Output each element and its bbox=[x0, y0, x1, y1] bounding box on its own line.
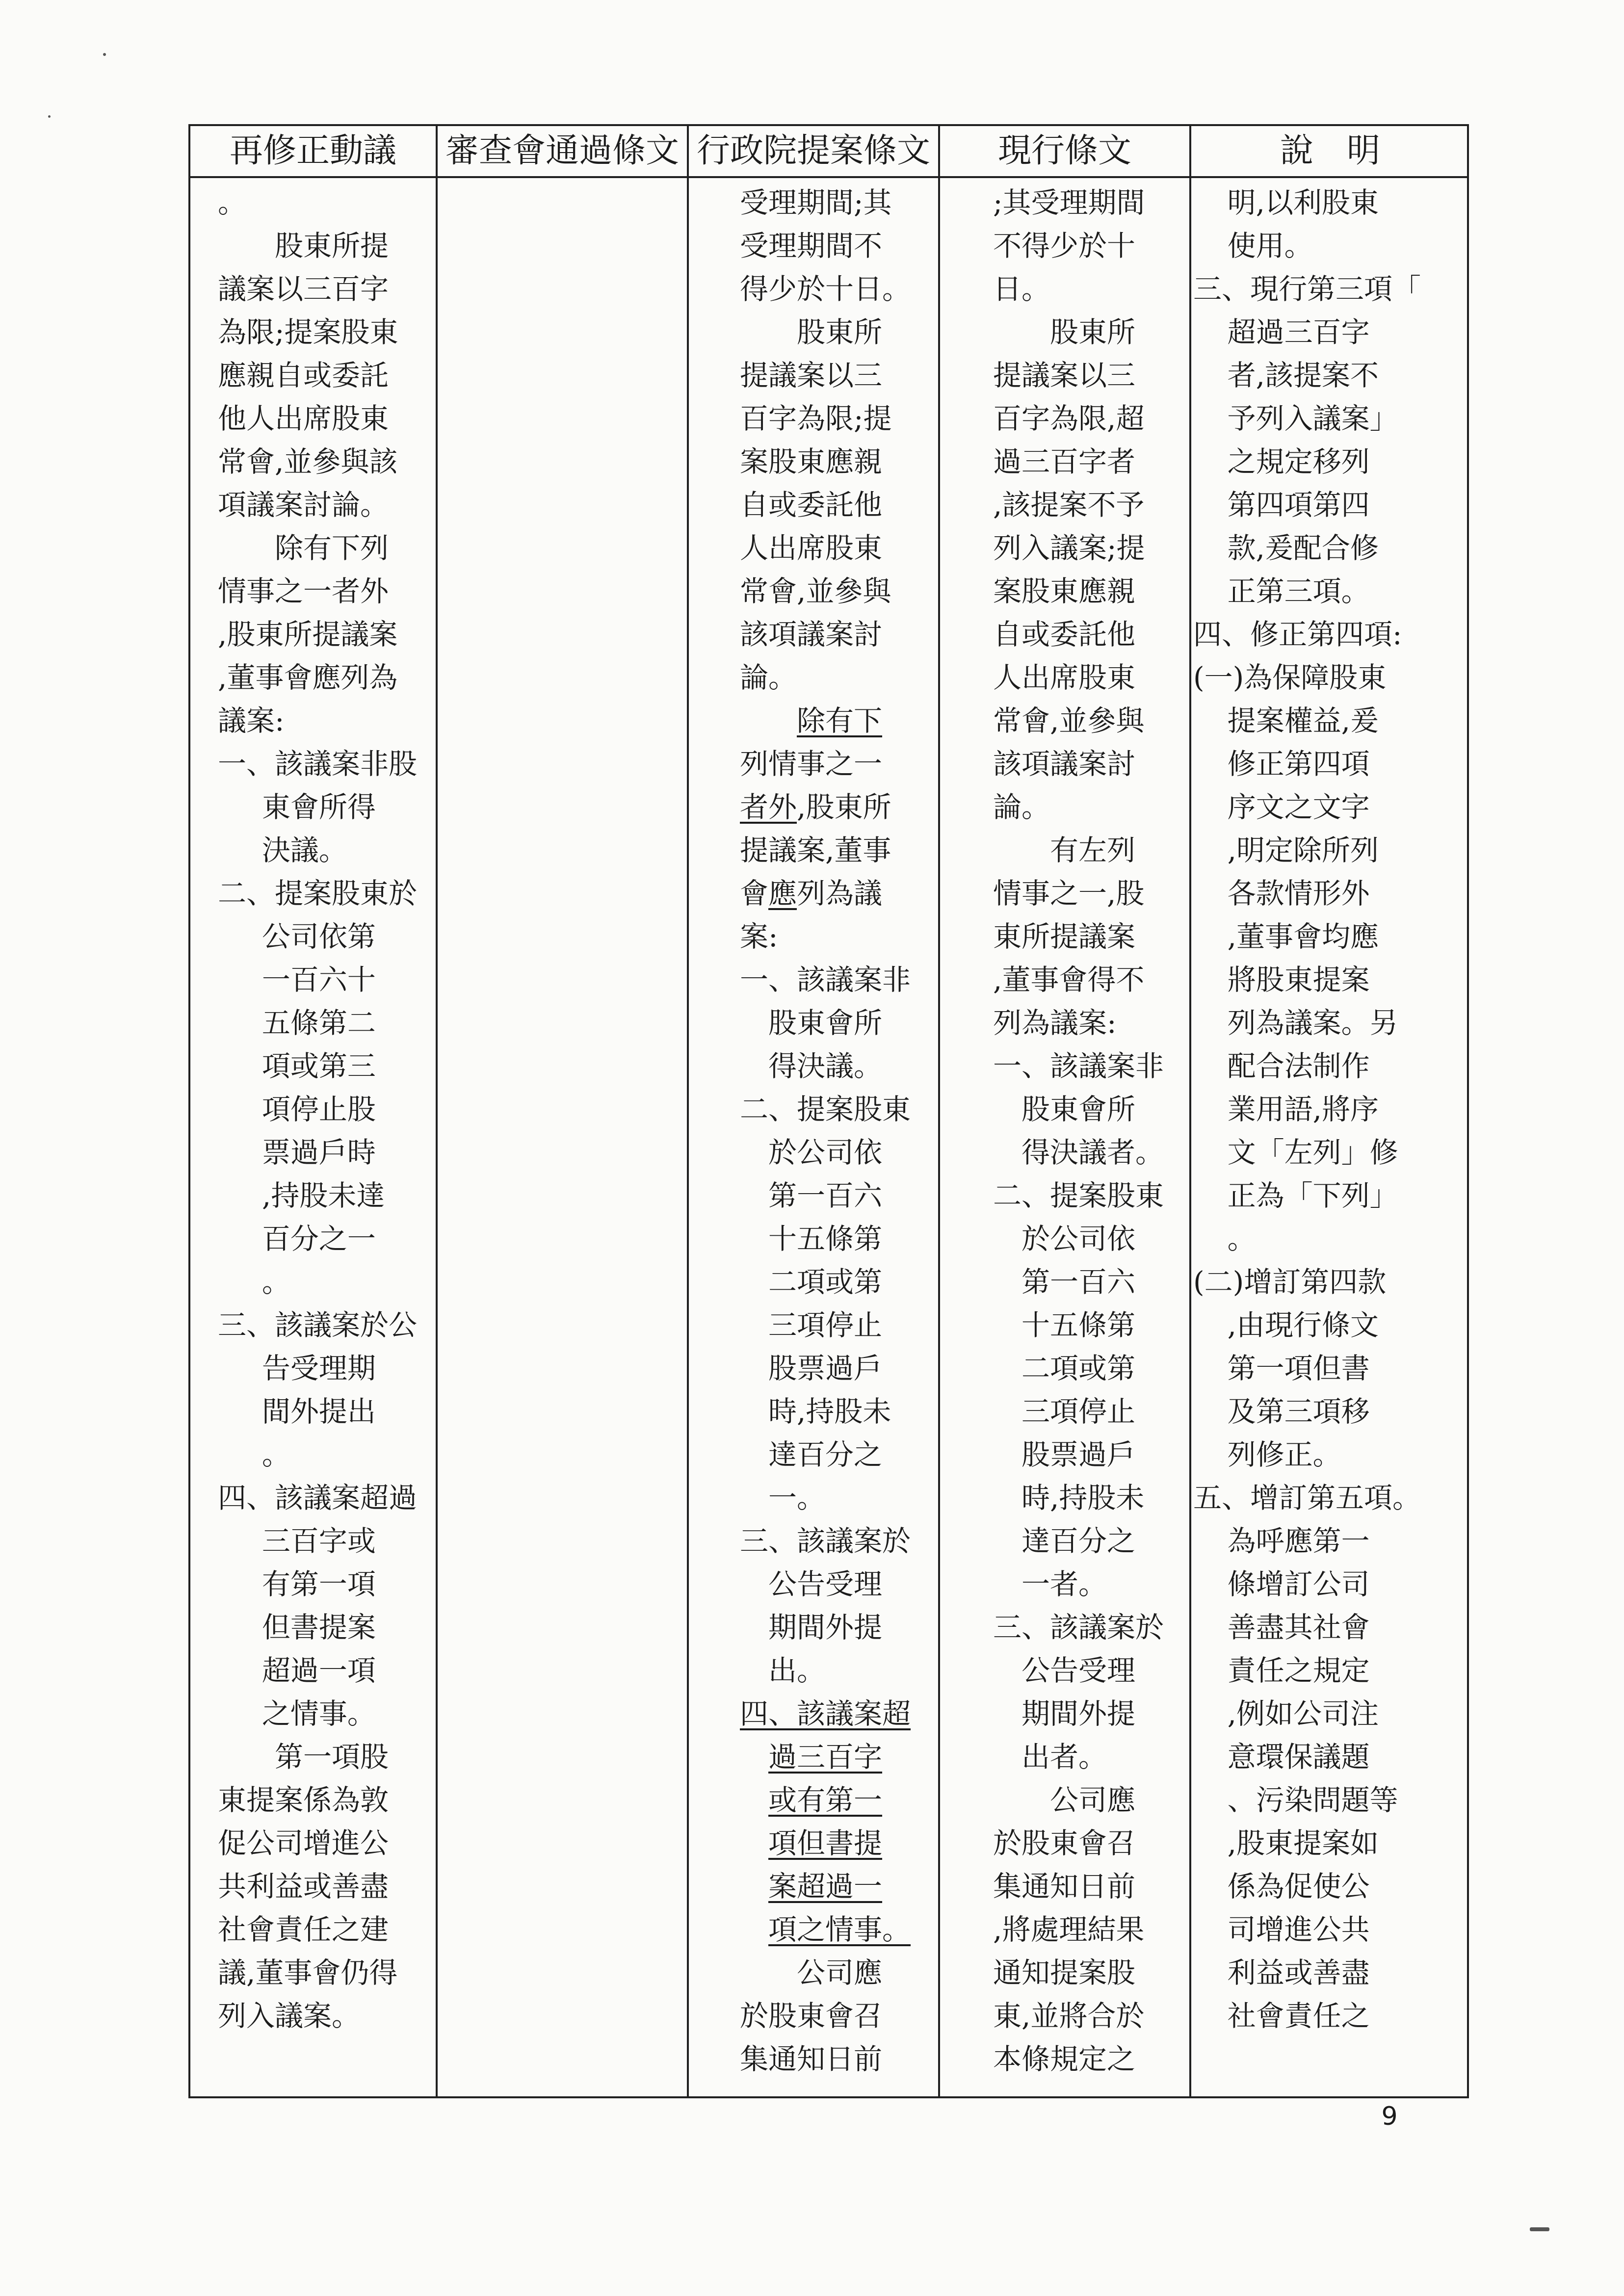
column-text-line: 款,爰配合修 bbox=[1227, 531, 1379, 565]
column-text-line: 三百字或 bbox=[262, 1524, 376, 1558]
column-divider bbox=[687, 126, 689, 2096]
column-text-line: 共利益或善盡 bbox=[218, 1870, 389, 1903]
header-explanation: 說 明 bbox=[1280, 131, 1380, 170]
column-text-line: 十五條第 bbox=[1022, 1308, 1136, 1342]
column-divider bbox=[1189, 126, 1191, 2096]
column-text-line: 司增進公共 bbox=[1227, 1913, 1370, 1946]
column-text-line: 於公司依 bbox=[1022, 1222, 1136, 1255]
column-text-line: 論。 bbox=[993, 790, 1050, 824]
column-text-line: 公告受理 bbox=[768, 1567, 883, 1601]
column-text-line: 於股東會召 bbox=[740, 1999, 883, 2033]
column-text-line: 一、該議案非 bbox=[993, 1049, 1164, 1083]
column-text-line: 決議。 bbox=[262, 834, 347, 867]
column-text-line: 業用語,將序 bbox=[1227, 1093, 1379, 1126]
column-text-line: 三、該議案於公 bbox=[218, 1308, 418, 1342]
column-text-line: 案超過一 bbox=[768, 1870, 883, 1903]
column-text-line: 過三百字 bbox=[768, 1740, 883, 1774]
column-text-line: 列為議案。另 bbox=[1227, 1006, 1398, 1040]
comparison-table bbox=[188, 124, 1469, 2098]
column-text-line: 修正第四項 bbox=[1227, 747, 1370, 781]
column-text-line: 十五條第 bbox=[768, 1222, 883, 1255]
column-text-line: 一、該議案非股 bbox=[218, 747, 418, 781]
column-explanation bbox=[1193, 178, 1468, 2096]
column-text-line: 議,董事會仍得 bbox=[218, 1956, 398, 1989]
column-text-line: ,股東所提議案 bbox=[218, 618, 398, 651]
column-text-line: 項議案討論。 bbox=[218, 488, 389, 522]
column-text-line: 為限;提案股東 bbox=[218, 315, 398, 349]
column-text-line: 。 bbox=[262, 1438, 290, 1471]
column-text-line: 受理期間;其 bbox=[740, 186, 892, 219]
column-text-line: 期間外提 bbox=[1022, 1697, 1136, 1730]
column-committee bbox=[465, 178, 685, 2096]
column-text-line: 公司應 bbox=[797, 1956, 883, 1989]
column-text-line: 提議案,董事 bbox=[740, 834, 891, 867]
column-text-line: 第四項第四 bbox=[1227, 488, 1370, 522]
column-text-line: 項停止股 bbox=[262, 1093, 376, 1126]
column-text-line: 或有第一 bbox=[768, 1783, 883, 1817]
column-text-line: 除有下列 bbox=[275, 531, 389, 565]
column-text-line: 三、現行第三項「 bbox=[1193, 272, 1421, 306]
column-text-line: 案股東應親 bbox=[740, 445, 883, 478]
column-text-line: 列入議案。 bbox=[218, 1999, 361, 2033]
column-text-line: 第一項但書 bbox=[1227, 1352, 1370, 1385]
column-text-line: 集通知日前 bbox=[993, 1870, 1136, 1903]
column-text-line: 除有下 bbox=[797, 704, 883, 737]
column-text-line: 自或委託他 bbox=[993, 618, 1136, 651]
column-text-line: ,董事會均應 bbox=[1227, 920, 1379, 953]
column-text-line: 一。 bbox=[768, 1481, 826, 1514]
column-text-line: 一者。 bbox=[1022, 1567, 1107, 1601]
column-text-line: 得決議。 bbox=[768, 1049, 883, 1083]
column-text-line: 第一百六 bbox=[1022, 1265, 1136, 1299]
column-text-line: 百分之一 bbox=[262, 1222, 376, 1255]
column-text-line: 日。 bbox=[993, 272, 1050, 306]
column-text-line: 及第三項移 bbox=[1227, 1395, 1370, 1428]
column-text-line: 論。 bbox=[740, 661, 797, 694]
column-text-line: 第一百六 bbox=[768, 1179, 883, 1212]
column-text-line: 應親自或委託 bbox=[218, 359, 389, 392]
column-text-line: 東提案係為敦 bbox=[218, 1783, 389, 1817]
scan-speck bbox=[48, 115, 51, 118]
column-text-line: 四、該議案超 bbox=[740, 1697, 911, 1730]
column-text-line: 於公司依 bbox=[768, 1136, 883, 1169]
column-text-line: 三、該議案於 bbox=[740, 1524, 911, 1558]
column-text-line: 項或第三 bbox=[262, 1049, 376, 1083]
column-text-line: 他人出席股東 bbox=[218, 402, 389, 435]
column-text-line: 過三百字者 bbox=[993, 445, 1136, 478]
column-text-line: 各款情形外 bbox=[1227, 877, 1370, 910]
column-text-line: 序文之文字 bbox=[1227, 790, 1370, 824]
column-text-line: 四、修正第四項: bbox=[1193, 618, 1402, 651]
column-text-line: 常會,並參與 bbox=[740, 574, 891, 608]
column-text-line: 於股東會召 bbox=[993, 1826, 1136, 1860]
column-text-line: 超過三百字 bbox=[1227, 315, 1370, 349]
column-text-line: 一、該議案非 bbox=[740, 963, 911, 996]
column-text-line: 百字為限;提 bbox=[740, 402, 892, 435]
column-text-line: 條增訂公司 bbox=[1227, 1567, 1370, 1601]
column-text-line: 二、提案股東 bbox=[993, 1179, 1164, 1212]
column-text-line: 者外,股東所 bbox=[740, 790, 891, 824]
column-motion bbox=[218, 178, 434, 2096]
column-divider bbox=[938, 126, 940, 2096]
column-current bbox=[993, 178, 1187, 2096]
column-text-line: 股票過戶 bbox=[768, 1352, 883, 1385]
column-text-line: 明,以利股東 bbox=[1227, 186, 1379, 219]
column-text-line: 五、增訂第五項。 bbox=[1193, 1481, 1421, 1514]
column-text-line: 常會,並參與 bbox=[993, 704, 1145, 737]
column-text-line: 百字為限,超 bbox=[993, 402, 1145, 435]
column-text-line: 一百六十 bbox=[262, 963, 376, 996]
column-text-line: 超過一項 bbox=[262, 1654, 376, 1687]
column-text-line: 予列入議案」 bbox=[1227, 402, 1398, 435]
column-text-line: 得決議者。 bbox=[1022, 1136, 1164, 1169]
table-header-row bbox=[190, 126, 1467, 178]
column-text-line: 正為「下列」 bbox=[1227, 1179, 1398, 1212]
column-text-line: 時,持股未 bbox=[1022, 1481, 1145, 1514]
column-text-line: (一)為保障股東 bbox=[1193, 661, 1387, 694]
column-text-line: 公司應 bbox=[1050, 1783, 1136, 1817]
column-text-line: 有第一項 bbox=[262, 1567, 376, 1601]
column-text-line: 三、該議案於 bbox=[993, 1611, 1164, 1644]
column-text-line: 該項議案討 bbox=[993, 747, 1136, 781]
column-text-line: ;其受理期間 bbox=[993, 186, 1145, 219]
column-text-line: 不得少於十 bbox=[993, 229, 1136, 262]
column-text-line: 期間外提 bbox=[768, 1611, 883, 1644]
column-text-line: ,將處理結果 bbox=[993, 1913, 1145, 1946]
column-text-line: 通知提案股 bbox=[993, 1956, 1136, 1989]
column-text-line: 二、提案股東於 bbox=[218, 877, 418, 910]
column-text-line: 二、提案股東 bbox=[740, 1093, 911, 1126]
column-text-line: 達百分之 bbox=[768, 1438, 883, 1471]
header-committee: 審查會通過條文 bbox=[445, 131, 679, 170]
column-text-line: 時,持股未 bbox=[768, 1395, 891, 1428]
column-text-line: 常會,並參與該 bbox=[218, 445, 398, 478]
column-text-line: 達百分之 bbox=[1022, 1524, 1136, 1558]
column-text-line: ,由現行條文 bbox=[1227, 1308, 1379, 1342]
column-text-line: 案股東應親 bbox=[993, 574, 1136, 608]
column-text-line: 促公司增進公 bbox=[218, 1826, 389, 1860]
column-text-line: 東,並將合於 bbox=[993, 1999, 1145, 2033]
column-text-line: 意環保議題 bbox=[1227, 1740, 1370, 1774]
column-text-line: 股東會所 bbox=[1022, 1093, 1136, 1126]
column-text-line: 東所提議案 bbox=[993, 920, 1136, 953]
column-text-line: 本條規定之 bbox=[993, 2042, 1136, 2076]
column-text-line: 係為促使公 bbox=[1227, 1870, 1370, 1903]
header-executive-yuan: 行政院提案條文 bbox=[696, 131, 930, 170]
column-text-line: 。 bbox=[1227, 1222, 1256, 1255]
column-text-line: ,該提案不予 bbox=[993, 488, 1145, 522]
column-text-line: 。 bbox=[262, 1265, 290, 1299]
column-text-line: 利益或善盡 bbox=[1227, 1956, 1370, 1989]
column-text-line: ,持股未達 bbox=[262, 1179, 385, 1212]
column-text-line: 股東所提 bbox=[275, 229, 389, 262]
column-text-line: 五條第二 bbox=[262, 1006, 376, 1040]
page-number: 9 bbox=[1381, 2102, 1398, 2131]
column-text-line: 四、該議案超過 bbox=[218, 1481, 418, 1514]
column-text-line: 三項停止 bbox=[1022, 1395, 1136, 1428]
column-text-line: 告受理期 bbox=[262, 1352, 376, 1385]
column-text-line: 出。 bbox=[768, 1654, 826, 1687]
column-text-line: 項之情事。 bbox=[768, 1913, 911, 1946]
column-text-line: 股東會所 bbox=[768, 1006, 883, 1040]
column-text-line: 提議案以三 bbox=[993, 359, 1136, 392]
column-text-line: 公司依第 bbox=[262, 920, 376, 953]
column-text-line: 列為議案: bbox=[993, 1006, 1117, 1040]
column-text-line: 受理期間不 bbox=[740, 229, 883, 262]
column-text-line: 案: bbox=[740, 920, 778, 953]
column-text-line: 二項或第 bbox=[768, 1265, 883, 1299]
column-text-line: 情事之一,股 bbox=[993, 877, 1145, 910]
column-text-line: ,董事會應列為 bbox=[218, 661, 398, 694]
column-divider bbox=[436, 126, 438, 2096]
column-text-line: 之情事。 bbox=[262, 1697, 376, 1730]
column-text-line: 正第三項。 bbox=[1227, 574, 1370, 608]
column-text-line: 者,該提案不 bbox=[1227, 359, 1379, 392]
column-text-line: 使用。 bbox=[1227, 229, 1313, 262]
column-text-line: 文「左列」修 bbox=[1227, 1136, 1398, 1169]
column-text-line: 集通知日前 bbox=[740, 2042, 883, 2076]
column-text-line: 人出席股東 bbox=[993, 661, 1136, 694]
column-text-line: 間外提出 bbox=[262, 1395, 376, 1428]
column-text-line: 提案權益,爰 bbox=[1227, 704, 1379, 737]
column-text-line: 列情事之一 bbox=[740, 747, 883, 781]
column-text-line: 社會責任之建 bbox=[218, 1913, 389, 1946]
column-text-line: 列修正。 bbox=[1227, 1438, 1341, 1471]
column-text-line: 有左列 bbox=[1050, 834, 1136, 867]
column-text-line: 提議案以三 bbox=[740, 359, 883, 392]
column-text-line: 列入議案;提 bbox=[993, 531, 1145, 565]
header-motion: 再修正動議 bbox=[229, 131, 396, 170]
column-executive-yuan bbox=[740, 178, 936, 2096]
column-text-line: 票過戶時 bbox=[262, 1136, 376, 1169]
column-text-line: 配合法制作 bbox=[1227, 1049, 1370, 1083]
column-text-line: ,董事會得不 bbox=[993, 963, 1145, 996]
column-text-line: 出者。 bbox=[1022, 1740, 1107, 1774]
column-text-line: ,例如公司注 bbox=[1227, 1697, 1379, 1730]
scan-speck bbox=[103, 53, 106, 56]
column-text-line: 議案: bbox=[218, 704, 285, 737]
column-text-line: 三項停止 bbox=[768, 1308, 883, 1342]
column-text-line: 股東所 bbox=[1050, 315, 1136, 349]
column-text-line: ,股東提案如 bbox=[1227, 1826, 1379, 1860]
header-current: 現行條文 bbox=[997, 131, 1131, 170]
column-text-line: 第一項股 bbox=[275, 1740, 389, 1774]
column-text-line: 人出席股東 bbox=[740, 531, 883, 565]
column-text-line: 該項議案討 bbox=[740, 618, 883, 651]
column-text-line: 為呼應第一 bbox=[1227, 1524, 1370, 1558]
scan-mark bbox=[1530, 2227, 1549, 2231]
column-text-line: 公告受理 bbox=[1022, 1654, 1136, 1687]
column-text-line: 股票過戶 bbox=[1022, 1438, 1136, 1471]
column-text-line: (二)增訂第四款 bbox=[1193, 1265, 1387, 1299]
column-text-line: 會應列為議 bbox=[740, 877, 883, 910]
column-text-line: 項但書提 bbox=[768, 1826, 883, 1860]
column-text-line: 自或委託他 bbox=[740, 488, 883, 522]
column-text-line: 股東所 bbox=[797, 315, 883, 349]
column-text-line: 、污染問題等 bbox=[1227, 1783, 1398, 1817]
column-text-line: 責任之規定 bbox=[1227, 1654, 1370, 1687]
column-text-line: 議案以三百字 bbox=[218, 272, 389, 306]
column-text-line: 之規定移列 bbox=[1227, 445, 1370, 478]
column-text-line: 將股東提案 bbox=[1227, 963, 1370, 996]
column-text-line: 情事之一者外 bbox=[218, 574, 389, 608]
column-text-line: 。 bbox=[218, 186, 247, 219]
column-text-line: 善盡其社會 bbox=[1227, 1611, 1370, 1644]
column-text-line: 得少於十日。 bbox=[740, 272, 911, 306]
column-text-line: ,明定除所列 bbox=[1227, 834, 1379, 867]
column-text-line: 但書提案 bbox=[262, 1611, 376, 1644]
column-text-line: 二項或第 bbox=[1022, 1352, 1136, 1385]
column-text-line: 社會責任之 bbox=[1227, 1999, 1370, 2033]
column-text-line: 東會所得 bbox=[262, 790, 376, 824]
